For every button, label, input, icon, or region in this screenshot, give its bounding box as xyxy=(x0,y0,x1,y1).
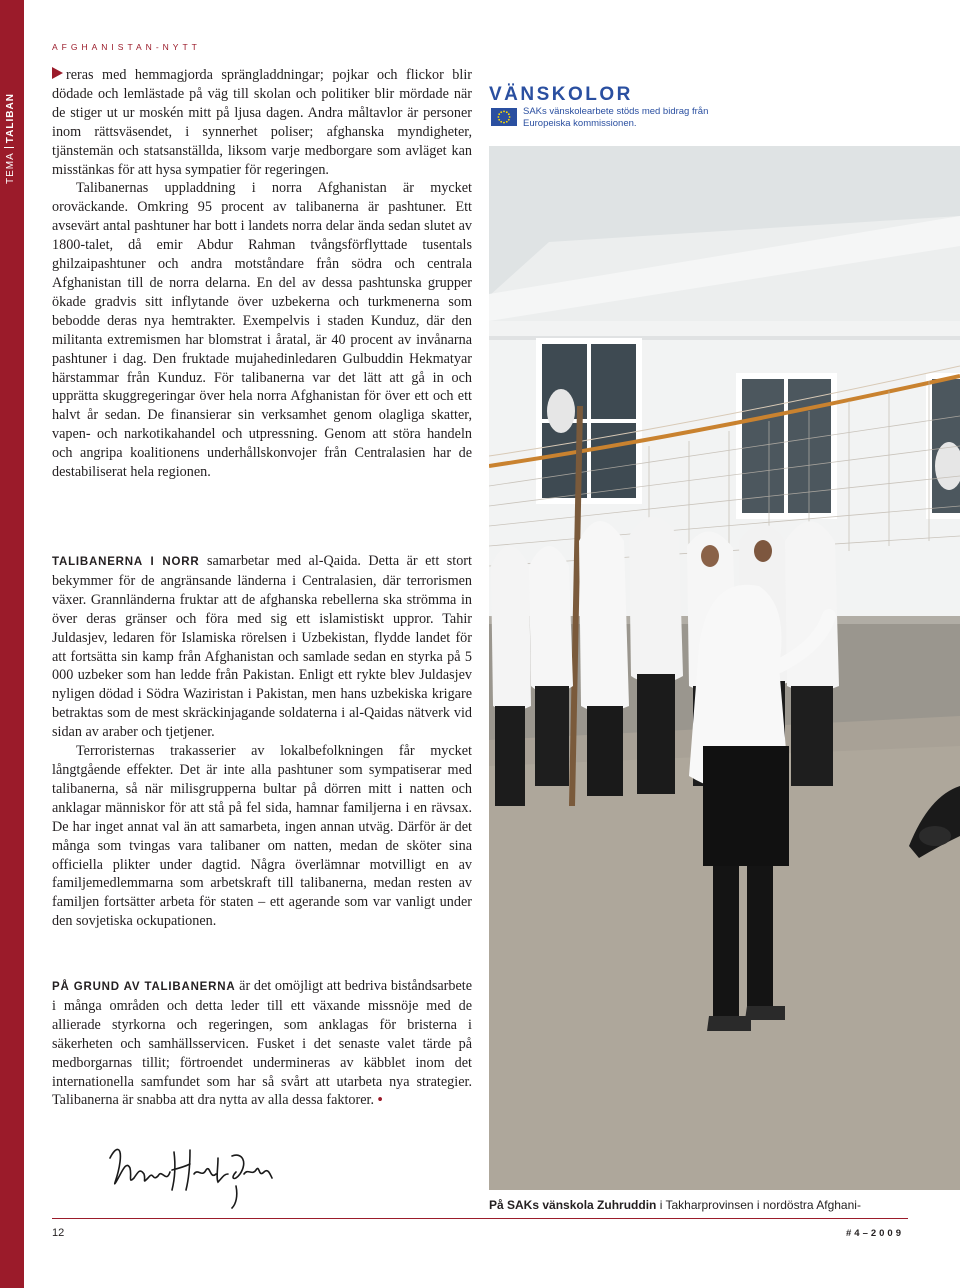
footer-rule xyxy=(52,1218,908,1219)
page-number: 12 xyxy=(52,1227,65,1239)
article-section-1 xyxy=(52,66,472,482)
partner-box xyxy=(489,84,909,144)
caption-bold: På SAKs vänskola Zuhruddin xyxy=(489,1198,657,1212)
article-paragraph: Terroristernas trakasserier av lokalbefolkningen får mycket långtgående effekter. Det är inte alla pashtuner som sympatiserar med talibanerna, så när milisgrupperna bultar på dörren mitt i natten och anklagar människor för att stå på fel sida, hamnar familjerna i en rävsax. De har inget annat val än att samarbeta, ingen annan utväg. Därför är det många som tvingas vara talibaner om natten, medan de sköter sina officiella plikter under dagtid. Några överlämnar motvilligt en av familjemedlemmarna som arbetskraft till talibanerna, medan resten av familjen fortsätter arbeta för staten – ett agerande som var vanligt under den sovjetiska ockupationen. xyxy=(52,743,472,930)
schoolgirls-photo xyxy=(489,146,960,1190)
article-section-3 xyxy=(52,977,472,1110)
author-signature xyxy=(106,1138,276,1210)
article-paragraph: reras med hemmagjorda sprängladdningar; pojkar och flickor blir dödade och lemlästade på väg till skolan och politiker blir mördade när de stiger ut ur moskén mitt på ljusa dagen. Andra måltavlor är personer inom rättsväsendet, i synnerhet poliser; afghanska myndigheter, tjänstemän och statsanställda, liksom varje medborgare som avläget kan misstänkas för att hysa sympatier för regeringen. xyxy=(52,67,472,178)
box-title: VÄNSKOLOR xyxy=(489,84,633,105)
section-lead: TALIBANERNA I NORR xyxy=(52,556,200,568)
eu-flag-icon xyxy=(491,108,517,126)
box-text: SAKs vänskolearbete stöds med bidrag från Europeiska kommissionen. xyxy=(523,106,709,129)
article-paragraph: PÅ GRUND AV TALIBANERNA är det omöjligt att bedriva biståndsarbete i många områden och detta leder till ett växande missnöje med de allierade styrkorna och regeringen, som anklagas för bristerna i säkerheten och samhällsservicen. Fusket i det senaste valet tärde på medborgarnas tillit; förtroendet undermineras av käbblet inom det internationella samfundet som har så svårt att utarbeta nya strategier. Talibanerna är snabba att dra nytta av alla dessa faktorer. • xyxy=(52,978,472,1109)
article-section-2 xyxy=(52,552,472,931)
issue-number: #4–2009 xyxy=(846,1228,904,1239)
end-mark: • xyxy=(377,1092,383,1109)
running-head: AFGHANISTAN-NYTT xyxy=(52,42,201,52)
tema-label: TEMA xyxy=(5,152,16,184)
section-label: TALIBAN xyxy=(5,93,16,144)
section-tab xyxy=(4,93,16,184)
continuation-arrow-icon xyxy=(52,67,63,79)
article-paragraph: TALIBANERNA I NORR samarbetar med al-Qaida. Detta är ett stort bekymmer för de angränsande länderna i Centralasien, där terrorismen växer. Grannländerna fruktar att de afghanska rebellerna ska strömma in över deras gränser och föra med sig ett islamistiskt uppror. Tahir Juldasjev, ledaren för Islamiska rörelsen i Uzbekistan, flydde landet för att fortsätta sin kamp från Afghanistan och samlade sedan en styrka på 5 000 uzbeker som han ledde från Pakistan. Enligt ett rykte blev Juldasjev nyligen dödad i Södra Waziristan i Pakistan, men hans uzbekiska krigare betraktas som de mest skräckinjagande soldaterna i al-Qaidas nätverk vid sidan av araber och tjetjener. xyxy=(52,553,472,741)
section-lead: PÅ GRUND AV TALIBANERNA xyxy=(52,981,236,993)
article-paragraph: Talibanernas uppladdning i norra Afghanistan är mycket oroväckande. Omkring 95 procent av talibanerna är pashtuner. Ett avsevärt antal pashtuner har bott i landets norra delar ända sedan slutet av 1800-talet, då emir Abdur Rahman tvångsförflyttade tusentals ghilzaipashtuner och andra motståndare från södra och centrala Afghanistan till de norra delarna. En del av dessa pashtunska grupper ökade gradvis sitt inflytande över uzbekerna och turkmenerna som bebodde deras nya hemtrakter. Exempelvis i staden Kunduz, där den militanta extremismen har blomstrat i åratal, är 40 procent av invånarna pashtuner i dag. Den fruktade mujahedinledaren Gulbuddin Hekmatyar härstammar från Kunduz. För talibanerna var det lätt att gå in och upprätta skuggregeringar över hela norra Afghanistan för över ett och ett halvt år sedan. De finansierar sin verksamhet genom olagliga skatter, vapen- och narkotikahandel och utpressning. Genom att störa handeln och angripa koalitionens underhållskonvojer från Centralasien har de destabiliserat hela regionen. xyxy=(52,180,472,481)
section-sidebar xyxy=(0,0,24,1288)
photo-caption xyxy=(489,1198,960,1212)
caption-text: i Takharprovinsen i nordöstra Afghani- xyxy=(656,1198,861,1212)
